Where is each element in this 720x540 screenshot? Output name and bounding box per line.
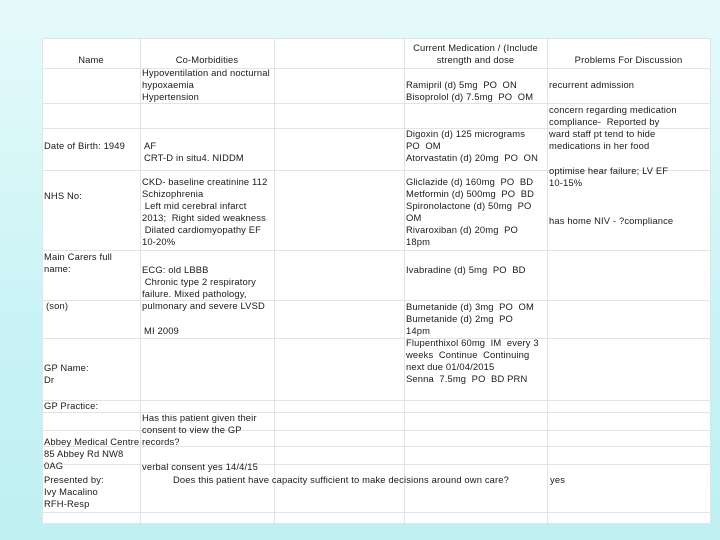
nhs-number: NHS No:: [44, 190, 83, 201]
date-of-birth: Date of Birth: 1949: [44, 140, 126, 151]
consent-answer: verbal consent yes 14/4/15: [142, 461, 258, 472]
gp-name: GP Name: Dr: [44, 362, 89, 385]
presented-by: Presented by: Ivy Macalino RFH-Resp: [44, 474, 104, 509]
comorbidity-block-3: CKD- baseline creatinine 112 Schizophrenia Left mid cerebral infarct 2013; Right sided weakness Dilated cardiomyopathy EF 10-20%: [142, 176, 268, 247]
main-carers: Main Carers full name:: [44, 251, 113, 274]
medication-block-3: Gliclazide (d) 160mg PO BD Metformin (d) 500mg PO BD Spironolactone (d) 50mg PO OM Rivaroxiban (d) 20mg PO 18pm: [406, 176, 535, 247]
carer-relation: (son): [46, 300, 69, 311]
patient-summary-sheet: [42, 38, 711, 524]
capacity-question: Does this patient have capacity sufficient to make decisions around own care?: [173, 474, 510, 485]
problem-2: concern regarding medication compliance- Reported by ward staff pt tend to hide medications in her food: [549, 104, 677, 151]
medication-block-4: Ivabradine (d) 5mg PO BD: [406, 264, 526, 275]
comorbidity-block-4: ECG: old LBBB Chronic type 2 respiratory failure. Mixed pathology, pulmonary and severe LVSD: [142, 264, 265, 311]
comorbidity-block-5: MI 2009: [144, 325, 179, 336]
header-name: Name: [78, 54, 104, 65]
practice-address: Abbey Medical Centre 85 Abbey Rd NW8 0AG: [44, 436, 140, 471]
header-medication: Current Medication / (Include strength and dose: [413, 42, 538, 65]
medication-block-5: Bumetanide (d) 3mg PO OM Bumetanide (d) 2mg PO 14pm Flupenthixol 60mg IM every 3 weeks Continue Continuing next due 01/04/2015 Senna 7.5mg PO BD PRN: [406, 301, 539, 384]
comorbidity-block-2: AF CRT-D in situ4. NIDDM: [144, 140, 244, 163]
consent-question: Has this patient given their consent to view the GP records?: [142, 412, 257, 447]
gp-practice: GP Practice:: [44, 400, 99, 411]
problem-1: recurrent admission: [549, 79, 635, 90]
medication-block-2: Digoxin (d) 125 micrograms PO OM Atorvastatin (d) 20mg PO ON: [406, 128, 538, 163]
problem-4: has home NIV - ?compliance: [549, 215, 674, 226]
medication-block-1: Ramipril (d) 5mg PO ON Bisoprolol (d) 7.5mg PO OM: [406, 79, 534, 102]
problem-3: optimise hear failure; LV EF 10-15%: [549, 165, 669, 188]
capacity-answer: yes: [550, 474, 566, 485]
header-comorbidities: Co-Morbidities: [175, 54, 239, 65]
comorbidity-block-1: Hypoventilation and nocturnal hypoxaemia Hypertension: [142, 67, 270, 102]
header-problems: Problems For Discussion: [574, 54, 683, 65]
